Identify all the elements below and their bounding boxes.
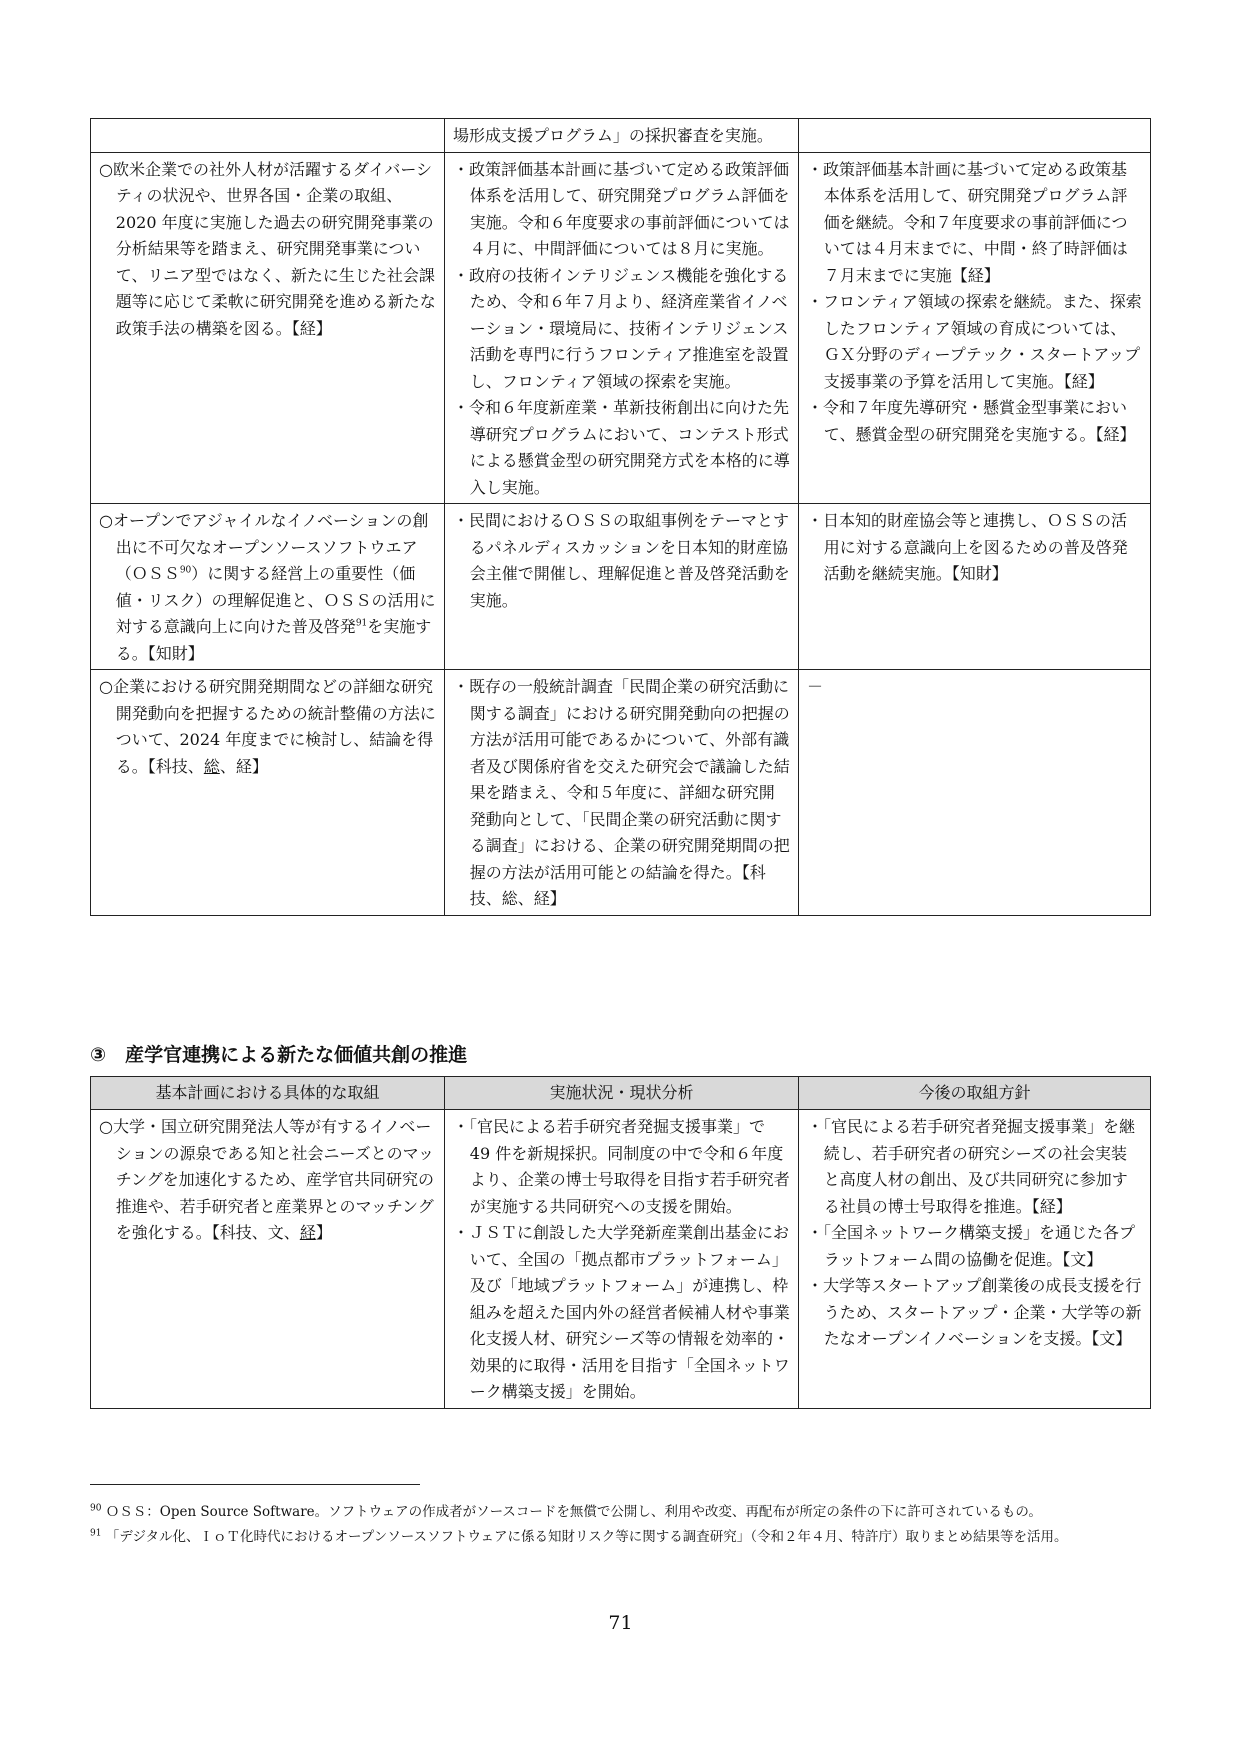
plan-text-part: ○企業における研究開発期間などの詳細な研究開発動向を把握するための統計整備の方法について、2024 年度までに検討し、結論を得る。【科技、 [99, 677, 436, 776]
plan-cell [91, 152, 445, 504]
policy-item: ・大学等スタートアップ創業後の成長支援を行うため、スタートアップ・企業・大学等の新たなオープンイノベーションを支援。【文】 [807, 1276, 1142, 1348]
policy-item: ・政策評価基本計画に基づいて定める政策基本体系を活用して、研究開発プログラム評価を継続。令和７年度要求の事前評価については４月末までに、中間・終了時評価は７月末までに実施【経】 [807, 159, 1128, 285]
plan-cell [91, 670, 445, 916]
column-header: 今後の取組方針 [799, 1077, 1151, 1110]
footnote-divider [90, 1484, 420, 1485]
footnote-ref[interactable]: 90 [179, 565, 192, 576]
policy-item: ・「全国ネットワーク構築支援」を通じた各プラットフォーム間の協働を促進。【文】 [807, 1223, 1136, 1269]
plan-text [99, 1114, 436, 1247]
status-text: 場形成支援プログラム」の採択審査を実施。 [453, 126, 773, 145]
table-row [91, 1110, 1151, 1409]
status-cell [445, 152, 799, 504]
plan-cell [91, 119, 445, 153]
status-cell [445, 504, 799, 670]
status-item: ・政府の技術インテリジェンス機能を強化するため、令和６年７月より、経済産業省イノベーション・環境局に、技術インテリジェンス活動を専門に行うフロンティア推進室を設置し、フロンティア領域の探索を実施。 [453, 265, 789, 391]
plan-cell [91, 504, 445, 670]
plan-text [99, 674, 436, 780]
footnote [90, 1500, 1152, 1525]
status-cell [445, 119, 799, 153]
policy-cell [799, 152, 1151, 504]
policy-cell [799, 504, 1151, 670]
plan-text-part: ○オープンでアジャイルなイノベーションの創出に不可欠なオープンソースソフトウエア（ＯＳＳ [99, 511, 429, 583]
plan-text-part: を実施する。【知財】 [115, 617, 432, 663]
column-header: 実施状況・現状分析 [445, 1077, 799, 1110]
page-number: 71 [608, 1612, 633, 1634]
status-item: ・政策評価基本計画に基づいて定める政策評価体系を活用して、研究開発プログラム評価を実施。令和６年度要求の事前評価については４月に、中間評価については８月に実施。 [453, 159, 790, 258]
continuation-table [90, 118, 1151, 916]
status-cell [445, 1110, 799, 1409]
policy-item: ・日本知的財産協会等と連携し、ＯＳＳの活用に対する意識向上を図るための普及啓発活動を継続実施。【知財】 [807, 511, 1128, 583]
footnote-number: 91 [90, 1528, 102, 1539]
plan-text-part: ）に関する経営上の重要性（価値・リスク）の理解促進と、ＯＳＳの活用に対する意識向上に向けた普及啓発 [115, 564, 436, 636]
section-title: ③ 産学官連携による新たな価値共創の推進 [90, 1044, 468, 1066]
section3-table [90, 1076, 1151, 1409]
underlined-ministry: 総 [203, 756, 220, 776]
plan-text [99, 508, 436, 667]
footnotes [90, 1500, 1152, 1550]
policy-cell [799, 119, 1151, 153]
status-item: ・ＪＳＴに創設した大学発新産業創出基金において、全国の「拠点都市プラットフォーム」及び「地域プラットフォーム」が連携し、枠組みを超えた国内外の経営者候補人材や事業化支援人材、研究シーズ等の情報を効率的・効果的に取得・活用を目指す「全国ネットワーク構築支援」を開始。 [453, 1223, 790, 1401]
plan-text: ○欧米企業での社外人材が活躍するダイバーシティの状況や、世界各国・企業の取組、2020 年度に実施した過去の研究開発事業の分析結果等を踏まえ、研究開発事業について、リニア型ではなく、新たに生じた社会課題等に応じて柔軟に研究開発を進める新たな政策手法の構築を図る。【経】 [99, 159, 436, 338]
table-row [91, 152, 1151, 504]
policy-item: ・令和７年度先導研究・懸賞金型事業において、懸賞金型の研究開発を実施する。【経】 [807, 398, 1136, 444]
footnote-number: 90 [90, 1503, 102, 1514]
plan-text-part: 】 [315, 1223, 332, 1242]
column-header: 基本計画における具体的な取組 [91, 1077, 445, 1110]
policy-cell [799, 670, 1151, 916]
policy-item: ・フロンティア領域の探索を継続。また、探索したフロンティア領域の育成については、ＧＸ分野のディープテック・スタートアップ支援事業の予算を活用して実施。【経】 [807, 292, 1142, 391]
policy-cell [799, 1110, 1151, 1409]
status-item: ・令和６年度新産業・革新技術創出に向けた先導研究プログラムにおいて、コンテスト形式による懸賞金型の研究開発方式を本格的に導入し実施。 [453, 398, 790, 497]
status-item: ・既存の一般統計調査「民間企業の研究活動に関する調査」における研究開発動向の把握の方法が活用可能であるかについて、外部有識者及び関係府省を交えた研究会で議論した結果を踏まえ、令和５年度に、詳細な研究開発動向として、「民間企業の研究活動に関する調査」における、企業の研究開発期間の把握の方法が活用可能との結論を得た。【科技、総、経】 [453, 677, 790, 908]
status-item: ・民間におけるＯＳＳの取組事例をテーマとするパネルディスカッションを日本知的財産協会主催で開催し、理解促進と普及啓発活動を実施。 [453, 511, 790, 610]
table-header-row [91, 1077, 1151, 1110]
status-cell [445, 670, 799, 916]
plan-text-part: ○大学・国立研究開発法人等が有するイノベーションの源泉である知と社会ニーズとのマッチングを加速化するため、産学官共同研究の推進や、若手研究者と産業界とのマッチングを強化する。【科技、文、 [99, 1117, 435, 1242]
policy-dash: － [807, 677, 824, 696]
table-row [91, 504, 1151, 670]
table-row [91, 670, 1151, 916]
underlined-ministry: 経 [299, 1223, 316, 1242]
plan-cell [91, 1110, 445, 1409]
footnote [90, 1525, 1152, 1550]
policy-item: ・「官民による若手研究者発掘支援事業」を継続し、若手研究者の研究シーズの社会実装と高度人材の創出、及び共同研究に参加する社員の博士号取得を推進。【経】 [807, 1117, 1136, 1216]
footnote-ref[interactable]: 91 [355, 618, 368, 629]
footnote-text: ＯＳＳ：Open Source Software。ソフトウェアの作成者がソースコードを無償で公開し、利用や改変、再配布が所定の条件の下に許可されているもの。 [105, 1504, 1042, 1520]
footnote-text: 「デジタル化、ＩｏＴ化時代におけるオープンソースソフトウェアに係る知財リスク等に関する調査研究」（令和２年４月、特許庁）取りまとめ結果等を活用。 [105, 1529, 1068, 1545]
plan-text-part: 、経】 [219, 756, 268, 776]
status-item: ・「官民による若手研究者発掘支援事業」で 49 件を新規採択。同制度の中で令和６年度より、企業の博士号取得を目指す若手研究者が実施する共同研究への支援を開始。 [453, 1117, 790, 1216]
table-row [91, 119, 1151, 153]
